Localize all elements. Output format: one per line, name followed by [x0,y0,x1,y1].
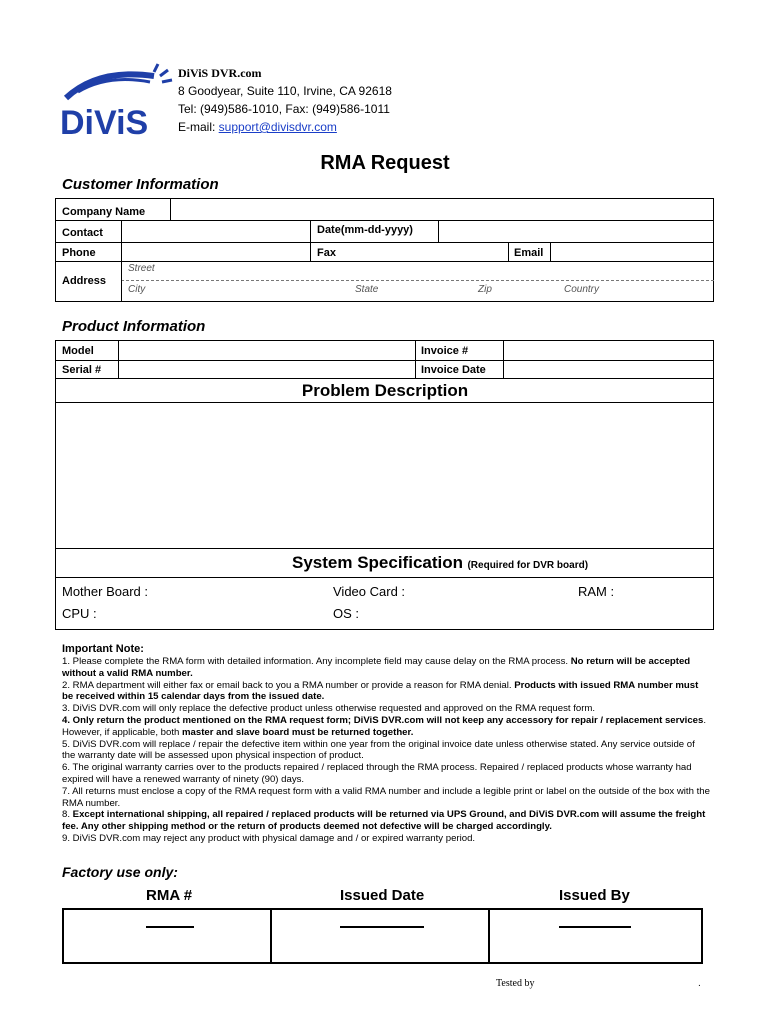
note-2: 2. RMA department will either fax or email back to you a RMA number or provide a reason for RMA denial. Products with issued RMA number must be received within 15 calendar days from the issued date. [62,679,699,703]
note-8: 8. Except international shipping, all repaired / replaced products will be returned via UPS Ground, and DiViS DVR.com will assume the freight fee. Any other shipping method or the return of products deemed not defective will be charged accordingly. [62,809,706,833]
system-spec-heading [292,553,588,573]
street-label: Street [128,263,155,274]
address-label: Address [62,275,107,287]
email-label: Email [514,247,544,259]
product-section-title: Product Information [62,318,206,335]
note-5: 5. DiViS DVR.com will replace / repair the defective item within one year from the original invoice date unless otherwise stated. Any service outside of the warranty date will be assessed upon physical inspection of product. [62,738,695,762]
video-card-label: Video Card : [333,584,406,599]
model-label: Model [62,345,94,357]
company-name-label: Company Name [62,206,146,218]
note-1: 1. Please complete the RMA form with detailed information. Any incomplete field may cause delay on the RMA process. No return will be accepted without a valid RMA number. [62,656,691,679]
invoice-date-field[interactable] [504,361,713,377]
serial-field[interactable] [119,361,414,377]
company-name: DiViS DVR.com [178,66,262,80]
company-address: 8 Goodyear, Suite 110, Irvine, CA 92618 [178,84,392,98]
email-prefix: E-mail: [178,120,219,134]
phone-label: Phone [62,247,96,259]
rma-number-header: RMA # [146,887,193,904]
mother-board-label: Mother Board : [62,584,148,599]
page-title: RMA Request [320,152,450,174]
fax-label: Fax [317,247,336,259]
company-name-field[interactable] [171,199,713,219]
country-label: Country [564,284,600,295]
rma-number-field[interactable] [64,930,269,962]
note-6: 6. The original warranty carries over to the products repaired / replaced through the RMA process. Repaired / replaced products whose warranty had expired will have a renewed warranty of ninety (90) days. [62,762,692,785]
os-label: OS : [333,606,360,621]
ram-label: RAM : [578,584,615,599]
note-7: 7. All returns must enclose a copy of the RMA request form with a valid RMA number and include a legible print or label on the outside of the box with the RMA number. [62,785,710,809]
date-field[interactable] [439,221,713,241]
company-phone-fax: Tel: (949)586-1010, Fax: (949)586-1011 [178,102,390,116]
issued-date-line [340,926,424,928]
date-label: Date(mm-dd-yyyy) [317,224,413,236]
phone-field[interactable] [122,243,309,260]
city-label: City [128,284,146,295]
state-label: State [355,284,379,295]
logo-swoosh-icon [58,62,178,138]
rma-number-line [146,926,194,928]
system-spec-title: System Specification [292,553,464,572]
problem-description-title: Problem Description [301,381,469,400]
email-field[interactable] [551,243,713,260]
fax-field[interactable] [311,243,507,260]
contact-field[interactable] [122,221,309,241]
note-3: 3. DiViS DVR.com will only replace the defective product unless otherwise requested and approved on the RMA request form. [62,703,596,715]
model-field[interactable] [119,341,414,359]
invoice-date-label: Invoice Date [421,364,486,376]
cpu-label: CPU : [62,606,97,621]
important-note-heading: Important Note: [62,643,144,655]
tested-by-label: Tested by [496,978,535,989]
invoice-number-label: Invoice # [421,345,469,357]
logo-wordmark: DiViS [60,104,149,138]
invoice-number-field[interactable] [504,341,713,359]
contact-label: Contact [62,227,103,239]
system-spec-note: (Required for DVR board) [467,560,589,571]
issued-by-line [559,926,631,928]
problem-description-field[interactable] [56,403,713,547]
issued-date-field[interactable] [272,930,487,962]
factory-use-title: Factory use only: [62,864,178,880]
email-link[interactable]: support@divisdvr.com [218,120,337,134]
divis-logo [58,62,178,138]
note-9: 9. DiViS DVR.com may reject any product with physical damage and / or expired warranty period. [62,832,476,844]
issued-by-header: Issued By [559,887,630,904]
street-field[interactable] [160,262,713,279]
note-4: 4. Only return the product mentioned on the RMA request form; DiViS DVR.com will not keep any accessory for repair / replacement services. However, if applicable, both master and slave board must be returned together. [62,714,707,738]
important-notes [62,656,710,845]
company-email-line [178,118,337,136]
issued-by-field[interactable] [490,930,701,962]
zip-label: Zip [478,284,492,295]
footer-dot: . [698,978,701,989]
issued-date-header: Issued Date [340,887,425,904]
serial-label: Serial # [62,364,102,376]
customer-section-title: Customer Information [62,176,219,193]
